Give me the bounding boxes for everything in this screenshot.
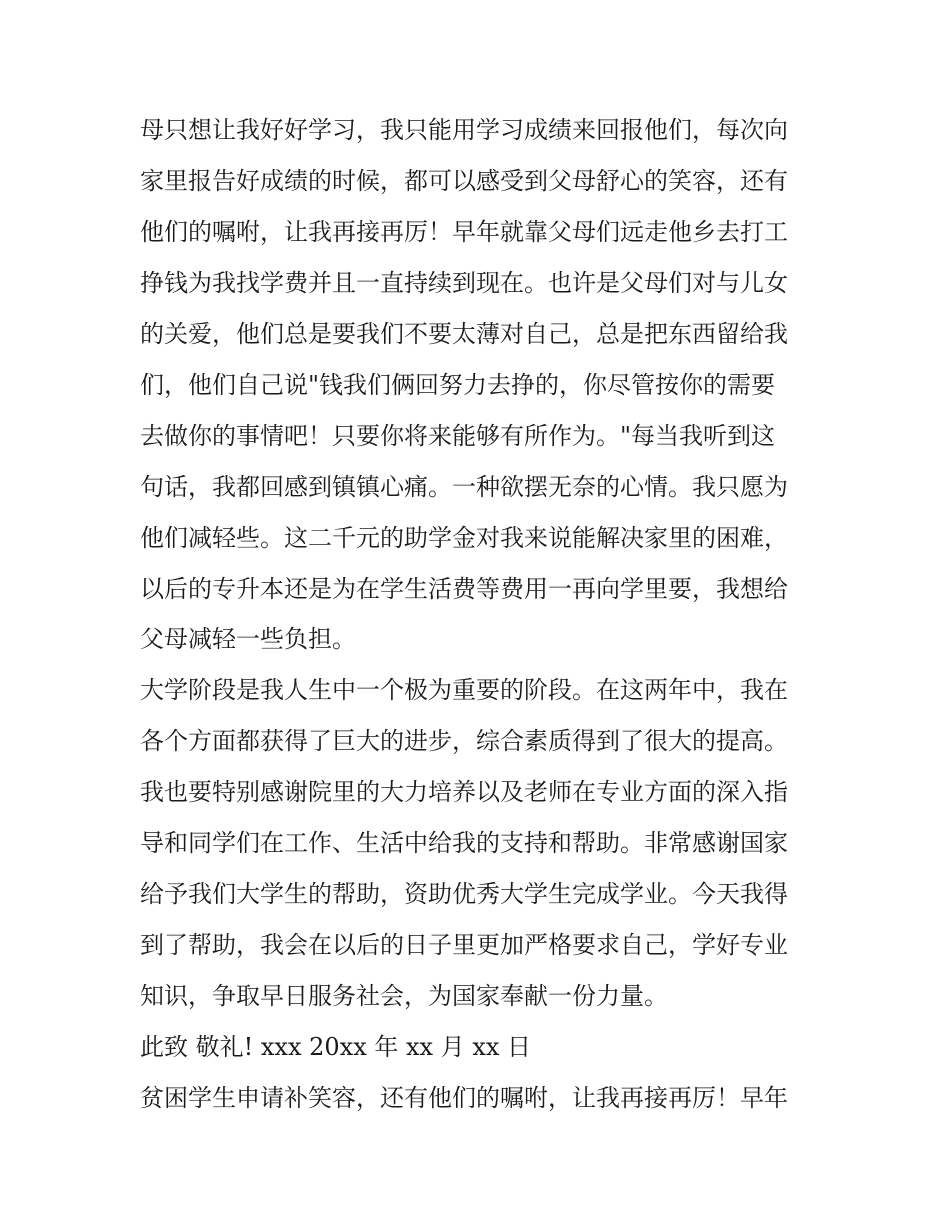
text-line: 挣钱为我找学费并且一直持续到现在。也许是父母们对与儿女 [140,269,788,297]
text-line: 句话，我都回感到镇镇心痛。一种欲摆无奈的心情。我只愿为 [140,473,788,501]
text-line: 给予我们大学生的帮助，资助优秀大学生完成学业。今天我得 [140,880,788,908]
closing-line: 此致 敬礼! xxx 20xx 年 xx 月 xx 日 [140,1033,532,1061]
text-line: 他们减轻些。这二千元的助学金对我来说能解决家里的困难， [140,524,788,552]
text-line: 到了帮助，我会在以后的日子里更加严格要求自己，学好专业 [140,931,788,959]
text-line: 母只想让我好好学习，我只能用学习成绩来回报他们，每次向 [140,116,788,144]
text-line: 去做你的事情吧！只要你将来能够有所作为。"每当我听到这 [140,422,776,450]
text-line: 各个方面都获得了巨大的进步，综合素质得到了很大的提高。 [140,727,788,755]
text-line: 我也要特别感谢院里的大力培养以及老师在专业方面的深入指 [140,778,788,806]
text-line: 知识，争取早日服务社会，为国家奉献一份力量。 [140,982,668,1010]
text-line: 父母减轻一些负担。 [140,625,356,653]
text-line: 大学阶段是我人生中一个极为重要的阶段。在这两年中，我在 [140,676,788,704]
text-line: 们，他们自己说"钱我们俩回努力去挣的，你尽管按你的需要 [140,371,776,399]
text-line: 以后的专升本还是为在学生活费等费用一再向学里要，我想给 [140,575,788,603]
text-line: 贫困学生申请补笑容，还有他们的嘱咐，让我再接再厉！早年 [140,1084,788,1112]
text-line: 家里报告好成绩的时候，都可以感受到父母舒心的笑容，还有 [140,167,788,195]
text-line: 的关爱，他们总是要我们不要太薄对自己，总是把东西留给我 [140,320,788,348]
text-line: 他们的嘱咐，让我再接再厉！早年就靠父母们远走他乡去打工 [140,218,788,246]
text-line: 导和同学们在工作、生活中给我的支持和帮助。非常感谢国家 [140,829,788,857]
